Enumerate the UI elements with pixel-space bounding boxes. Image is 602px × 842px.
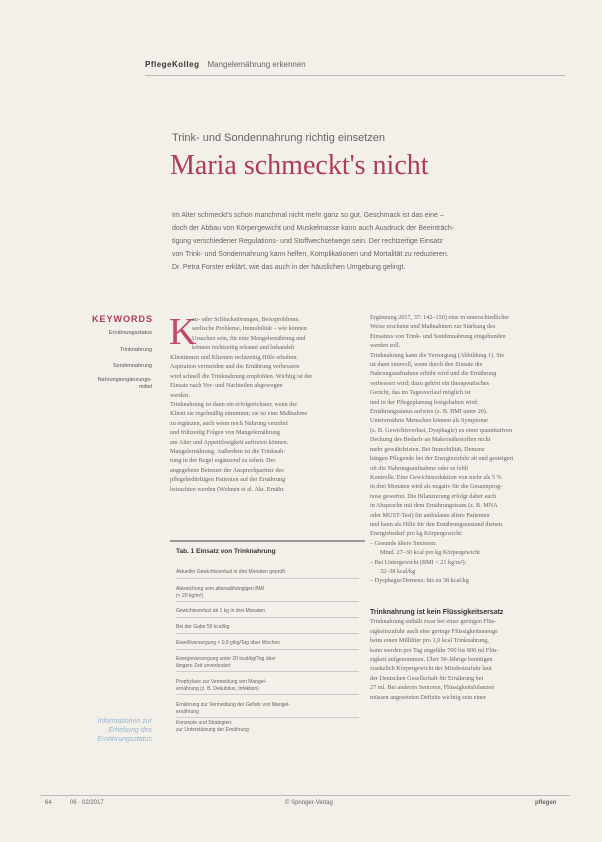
- body-line: Trinknahrung ist dann ein erfolgreichster, wenn der: [170, 401, 298, 409]
- table-row: [176, 702, 359, 718]
- body-line: können rechtzeitig erkannt und behandelt: [192, 344, 295, 352]
- lead-line: Im Alter schmeckt's schon manchmal nicht mehr ganz so gut. Geschmack ist das eine –: [172, 212, 444, 219]
- body-line: seelische Probleme, Immobilität – wie können: [192, 325, 307, 333]
- table-title: Tab. 1 Einsatz von Trinknahrung: [176, 548, 276, 555]
- drop-cap: K: [169, 311, 197, 353]
- body-line: Ursachen sein, für eine Mangelernährung und: [192, 334, 306, 342]
- body-line: beim einen Milliliter pro 1,0 kcal Trinknahrung,: [370, 637, 489, 645]
- table-cell: Abweichung vom altersabhängigen BMI: [176, 586, 265, 592]
- energy-line: Mind. 27–30 kcal pro kg Körpergewicht: [380, 549, 480, 557]
- body-line: zusätzlich Körpergewicht der Mindestzufuhr laut: [370, 665, 492, 673]
- body-line: kann werden pro Tag ungefähr 700 bis 800 ml Flüs-: [370, 646, 499, 654]
- keyword-item: Ernährungsstatus: [108, 330, 152, 336]
- table-row: [176, 720, 359, 735]
- table-cell: zur Unterstützung der Ernährung: [176, 726, 249, 733]
- body-line: au- oder Schluckstörungen, Beissprobleme,: [192, 316, 300, 323]
- body-line: in drei Monaten wird als negativ für die Gesamtprog-: [370, 483, 503, 491]
- table-1: [170, 540, 365, 737]
- body-line: Trinknahrung enthält zwar bei einer geringen Flüs-: [370, 618, 497, 626]
- body-line: der Deutschen Gesellschaft für Ernährung bei: [370, 674, 484, 682]
- table-cell: (< 20 kg/m²): [176, 592, 204, 599]
- lead-line: doch der Abbau von Körpergewicht und Muskelmasse kann auch Ausdruck der Beeinträch-: [172, 225, 455, 232]
- body-line: und in der Pflegeplanung festgehalten wird.: [370, 398, 479, 406]
- body-line: pflegebedürftigen Patienten auf der Ernährung: [170, 476, 286, 484]
- keyword-item: Sondennahrung: [112, 363, 152, 369]
- publisher: © Springer-Verlag: [285, 800, 333, 806]
- table-cell: Aktueller Gewichtsverlust in drei Monaten geprüft: [176, 569, 285, 575]
- body-line: und frühzeitig Folgen von Mangelernährung: [170, 429, 280, 437]
- table-row: [176, 624, 359, 634]
- table-row: [176, 586, 359, 602]
- keyword-item: Nahrungsergänzungs-: [97, 377, 152, 383]
- table-cell: Konzepte und Strategien:: [176, 720, 233, 726]
- table-cell: ernährung: [176, 708, 199, 715]
- table-cell: Eiweißversorgung < 0,9 g/kg/Tag über Wochen: [176, 640, 280, 646]
- table-row: [176, 640, 359, 650]
- body-line: Weise erscheint und Maßnahmen zur Stärkung des: [370, 323, 496, 331]
- body-line: Klientinnen und Klienten rechtzeitig Hilfe erhalten.: [170, 354, 298, 361]
- table-cell: längere Zeit unverändert: [176, 662, 231, 669]
- lead-line: von Trink- und Sondennahrung kann helfen, Komplikationen und Mortalität zu reduzieren.: [172, 251, 449, 258]
- body-line: Einsatz nach Vor- und Nachteilen abgewogen: [170, 382, 283, 390]
- body-line: wird schnell die Trinknahrung empfohlen. Wichtig ist der: [170, 372, 313, 380]
- side-note: [64, 717, 152, 744]
- side-note-line: Informationen zur: [97, 718, 152, 725]
- body-line: sigkeitszufuhr auch eine geringe Flüssigkeitsmenge: [370, 627, 498, 635]
- body-line: oft die Nahrungsaufnahme oder es fehlt: [370, 464, 469, 472]
- energy-title: Energiebedarf pro kg Körpergewicht:: [370, 530, 463, 538]
- table-row: [176, 679, 359, 695]
- energy-line: – Bei Untergewicht (BMI < 21 kg/m²):: [370, 558, 467, 566]
- body-line: Einsatzes von Trink- und Sondennahrung eingebunden: [370, 332, 506, 340]
- keyword-item: mittel: [138, 384, 152, 390]
- page-number: 64: [45, 800, 52, 806]
- page-header: [145, 60, 306, 69]
- body-line: mehr gewährleisten. Bei Immobilität, Demenz: [370, 445, 485, 453]
- body-line: verbessert wird; dazu gehört ein therapeutisches: [370, 379, 490, 387]
- body-line: Unterernährte Menschen können als Symptome: [370, 417, 488, 425]
- body-line: Nahrungsaufnahme erhöht wird und die Ernährung: [370, 370, 497, 378]
- side-note-line: Erhebung des: [108, 727, 152, 734]
- keyword-item: Trinknahrung: [119, 347, 152, 353]
- section-topic: Mangelernährung erkennen: [207, 60, 306, 69]
- footer-divider: [40, 795, 570, 796]
- lead-line: Dr. Petra Forster erklärt, wie das auch in der häuslichen Umgebung gelingt.: [172, 264, 406, 271]
- body-line: müssen angesetzten Defizite wichtig sein einer: [370, 693, 486, 701]
- body-line: am Alter und Appetitlosigkeit auftreten können.: [170, 438, 289, 446]
- header-divider: [145, 75, 565, 76]
- body-column-left: [170, 353, 364, 494]
- body-column-right-section2: [370, 608, 568, 702]
- body-line: sigkeit aufgenommen. Über 50-Jährige benötigen: [370, 656, 493, 664]
- table-cell: Prophylaxe zur Vermeidung von Mangel-: [176, 679, 267, 685]
- energy-line: 32–38 kcal/kg: [380, 567, 416, 575]
- body-column-right: [370, 313, 568, 586]
- article-lead: [172, 209, 567, 274]
- body-line: Mangelernährung. Außerdem ist die Trinknah-: [170, 448, 286, 456]
- table-cell: Energieversorgung unter 20 kcal/kg/Tag über: [176, 656, 276, 662]
- body-line: zu ergänzen, auch wenn noch Nahrung verzehrt: [170, 419, 288, 427]
- table-cell: Bei der Gabe 50 kcal/kg: [176, 624, 230, 630]
- body-line: Klient sie regelmäßig einnimmt; sie ist eine Maßnahme: [170, 410, 308, 418]
- table-cell: ernährung (z. B. Dekubitus, Infektion): [176, 685, 259, 692]
- body-line: Ergänzung 2017, 37: 142–150) eine in unterschiedlicher: [370, 314, 510, 321]
- body-line: Trinknahrung kann die Versorgung (Abbildung 1). Sie: [370, 351, 505, 359]
- table-row: [176, 569, 359, 579]
- table-row: [176, 656, 359, 672]
- lead-line: tigung verschiedener Regulations- und Stoffwechselwege sein. Der rechtzeitige Einsatz: [172, 238, 443, 245]
- section-heading: Trinknahrung ist kein Flüssigkeitsersatz: [370, 609, 504, 616]
- energy-line: – Gesunde ältere Senioren:: [370, 539, 437, 547]
- section-name: PflegeKolleg: [145, 60, 200, 69]
- side-note-line: Ernährungsstatus: [97, 736, 152, 743]
- body-line: Ernährungsstatus aufwies (z. B. BMI unter 20).: [370, 408, 488, 416]
- body-line: betrachten werden (Wohnen et al. Akt. Ernähr.: [170, 485, 285, 493]
- table-cell: Gewichtsverlust ab 1 kg in drei Monaten: [176, 608, 265, 614]
- body-line: Aspiration vermeiden und die Ernährung verbessern: [170, 363, 300, 371]
- body-line: oder MUST-Test) für ambulante ältere Patienten: [370, 511, 490, 519]
- body-line: 27 ml. Bei anderen Senioren, Flüssigkeitsbilanzen: [370, 684, 495, 692]
- body-line: angegebene Betreuer der Ansprechpartner des: [170, 466, 284, 474]
- body-line: (z. B. Gewichtsverlust, Dysphagie) zu einer quantitativen: [370, 426, 513, 434]
- journal-name: pflegen: [535, 800, 557, 806]
- article-title: Maria schmeckt's nicht: [170, 150, 429, 181]
- table-cell: Ernährung zur Vermeidung der Gefahr von Mangel-: [176, 702, 290, 708]
- body-line: Deckung des Bedarfs an Makronährstoffen nicht: [370, 436, 491, 444]
- body-line: rung in der Regel ergänzend zu sehen. Der: [170, 457, 276, 465]
- body-line: in Absprache mit dem Ernährungsteam (z. B. MNA: [370, 502, 498, 510]
- energy-line: – Dysphagie/Demenz: bis zu 38 kcal/kg: [370, 577, 469, 585]
- body-line: werden.: [170, 391, 190, 399]
- keywords-title: KEYWORDS: [92, 314, 154, 324]
- body-line: und kann als Hilfe für den Ernährungszustand dienen.: [370, 520, 504, 528]
- body-line: nose gewertet. Die Bilanzierung erfolgt daher auch: [370, 492, 497, 500]
- body-column-left-intro: [192, 315, 364, 353]
- body-line: hängen Pflegende bei der Energiezufuhr ab und gesteigert: [370, 455, 514, 463]
- table-row: [176, 608, 359, 618]
- article-kicker: Trink- und Sondennahrung richtig einsetzen: [172, 132, 386, 144]
- body-line: werden soll.: [370, 342, 401, 350]
- body-line: Kontrolle. Eine Gewichtsreduktion von mehr als 5 %: [370, 473, 502, 481]
- body-line: ist dann sinnvoll, wenn durch den Einsatz die: [370, 361, 483, 369]
- body-line: Gericht, das im Tagesverlauf möglich ist: [370, 389, 471, 397]
- issue-info: 06 · 02/2017: [70, 800, 104, 806]
